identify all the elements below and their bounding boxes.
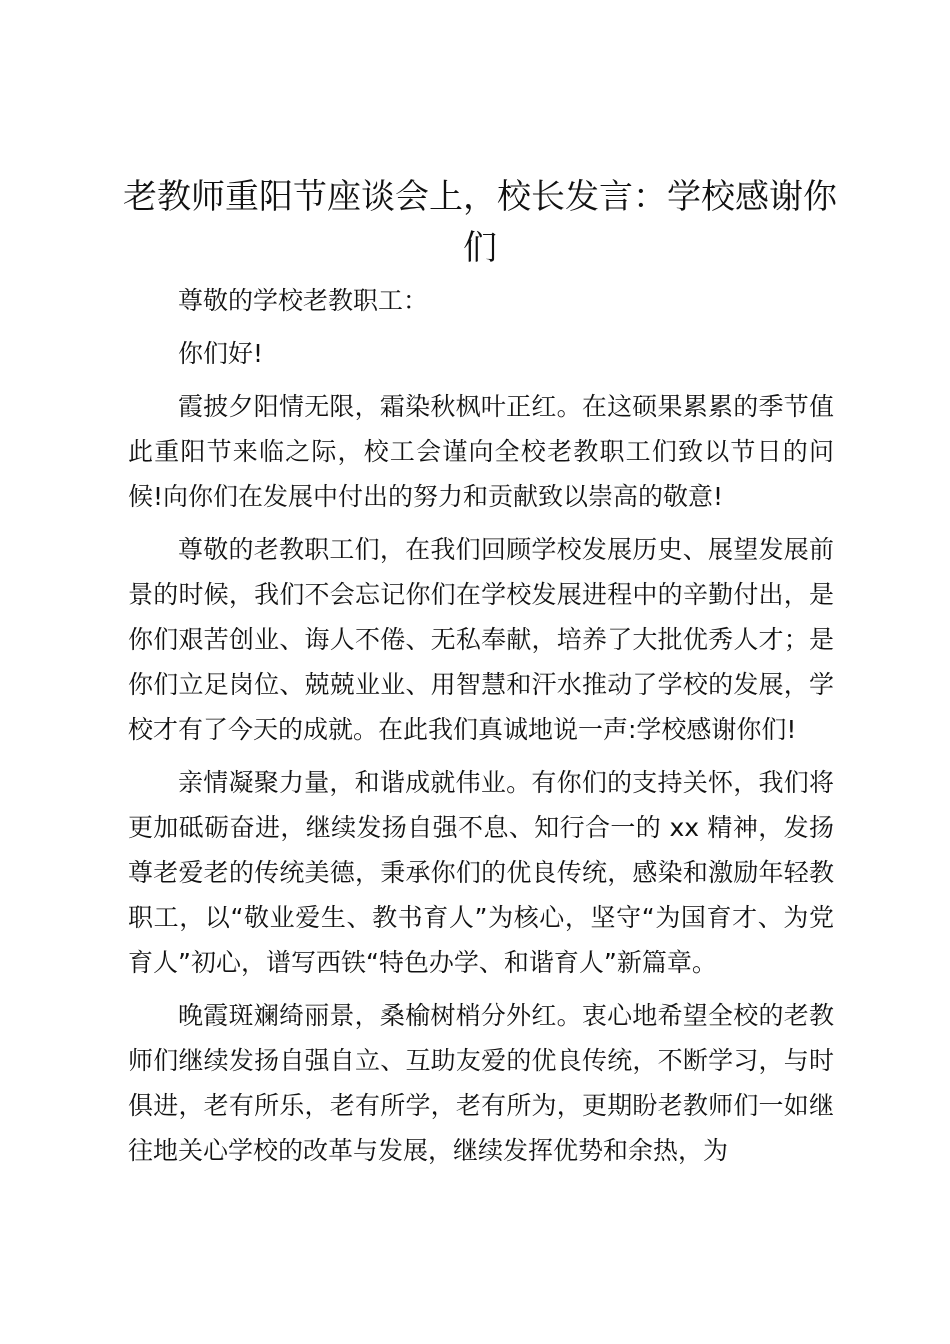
greeting: 你们好! bbox=[178, 339, 264, 368]
document-body bbox=[128, 278, 834, 1181]
body-paragraph: 尊敬的老教职工们，在我们回顾学校发展历史、展望发展前景的时候，我们不会忘记你们在学校发展进程中的辛勤付出，是你们艰苦创业、诲人不倦、无私奉献，培养了大批优秀人才；是你们立足岗位、兢兢业业、用智慧和汗水推动了学校的发展，学校才有了今天的成就。在此我们真诚地说一声:学校感谢你们! bbox=[128, 535, 834, 744]
document-title: 老教师重阳节座谈会上，校长发言：学校感谢你们 bbox=[123, 177, 837, 268]
body-paragraph: 亲情凝聚力量，和谐成就伟业。有你们的支持关怀，我们将更加砥砺奋进，继续发扬自强不息、知行合一的 xx 精神，发扬尊老爱老的传统美德，秉承你们的优良传统，感染和激励年轻教职工，以“敬业爱生、教书育人”为核心，坚守“为国育才、为党育人”初心，谱写西铁“特色办学、和谐育人”新篇章。 bbox=[128, 768, 834, 977]
body-paragraph: 霞披夕阳情无限，霜染秋枫叶正红。在这硕果累累的季节值此重阳节来临之际，校工会谨向全校老教职工们致以节日的问候!向你们在发展中付出的努力和贡献致以崇高的敬意! bbox=[128, 392, 834, 511]
salutation: 尊敬的学校老教职工： bbox=[178, 286, 429, 315]
body-paragraph: 晚霞斑斓绮丽景，桑榆树梢分外红。衷心地希望全校的老教师们继续发扬自强自立、互助友爱的优良传统，不断学习，与时俱进，老有所乐，老有所学，老有所为，更期盼老教师们一如继往地关心学校的改革与发展，继续发挥优势和余热，为 bbox=[128, 1001, 834, 1165]
